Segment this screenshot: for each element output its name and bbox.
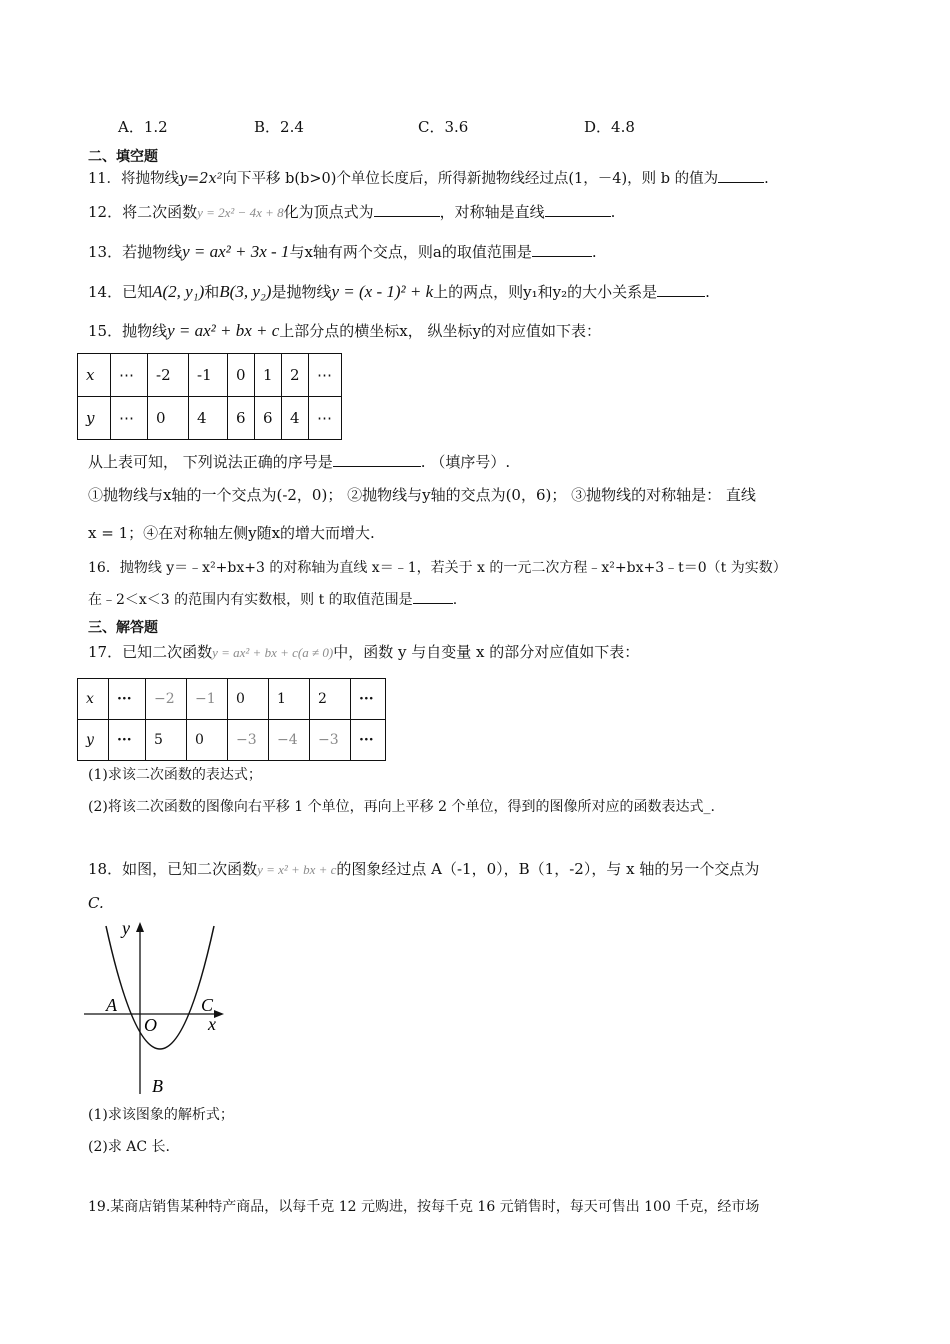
q17-prefix: 17．已知二次函数: [88, 643, 213, 661]
table-cell: -1: [189, 354, 228, 397]
q16-line2: 在﹣2＜x＜3 的范围内有实数根，则 t 的取值范围是: [88, 592, 413, 608]
q14-end: .: [705, 283, 710, 301]
y-axis-arrow: [136, 922, 144, 932]
q16-end: .: [452, 592, 458, 608]
table-cell: ⋯: [309, 354, 342, 397]
q14-point-b: B(3, y₂): [219, 282, 272, 301]
q17-part2: (2)将该二次函数的图像向右平移 1 个单位，再向上平移 2 个单位，得到的图像所对应的函数表达式_.: [88, 799, 715, 815]
parabola-curve: [106, 926, 214, 1049]
question-16-line2: [88, 587, 457, 611]
question-15: [88, 320, 601, 342]
table-cell: 0: [187, 720, 228, 761]
q15-answer-blank[interactable]: [333, 450, 421, 467]
q11-prefix: 11．将抛物线: [88, 171, 179, 187]
table-cell: 1: [269, 679, 310, 720]
q14-expr: y = (x - 1)² + k: [331, 282, 434, 301]
q15-prefix: 15．抛物线: [88, 322, 168, 340]
q16-answer-blank[interactable]: [413, 587, 453, 604]
table-row: [78, 679, 386, 720]
table-cell: ⋯: [111, 354, 148, 397]
q11-answer-blank[interactable]: [718, 166, 764, 183]
q15-follow-up: [88, 450, 510, 473]
q15-statements-line1: ①抛物线与x轴的一个交点为(-2，0)； ②抛物线与y轴的交点为(0，6)； ③抛物线的对称轴是： 直线: [88, 486, 756, 504]
q12-prefix: 12．将二次函数: [88, 203, 198, 221]
q14-point-a: A(2, y₁): [152, 282, 205, 301]
choice-b[interactable]: B．2.4: [254, 118, 304, 136]
q15-text: 上部分点的横坐标x， 纵坐标y的对应值如下表：: [279, 322, 602, 340]
q15-after-suffix: . （填序号）.: [420, 453, 511, 471]
table-cell: −3: [310, 720, 351, 761]
table-cell: −2: [146, 679, 187, 720]
origin-label: O: [144, 1015, 157, 1035]
question-13: [88, 240, 597, 263]
section-heading-fill: 二、填空题: [88, 149, 158, 165]
parabola-figure: [82, 918, 232, 1096]
question-11: [88, 166, 769, 190]
q15-statements-line2: x = 1；④在对称轴左侧y随x的增大而增大.: [88, 524, 375, 542]
q14-mid: 是抛物线: [271, 283, 332, 301]
table-cell: -2: [148, 354, 189, 397]
q12-axis-blank[interactable]: [545, 200, 611, 217]
q12-end: .: [610, 203, 616, 221]
table-cell: 0: [148, 397, 189, 440]
table-cell: 2: [282, 354, 309, 397]
table-cell: ⋯: [309, 397, 342, 440]
q18-part1: (1)求该图象的解析式；: [88, 1107, 234, 1123]
question-17: [88, 641, 639, 664]
q13-expr: y = ax² + 3x - 1: [182, 242, 290, 261]
q18-text: 的图象经过点 A（-1，0），B（1，-2），与 x 轴的另一个交点为: [336, 860, 760, 878]
q12-mid2: ，对称轴是直线: [439, 203, 545, 221]
question-18: [88, 858, 759, 881]
table-cell: 6: [228, 397, 255, 440]
q12-mid: 化为顶点式为: [283, 203, 374, 221]
q17-part1: (1)求该二次函数的表达式；: [88, 767, 262, 783]
table-cell: x: [78, 354, 111, 397]
choice-d[interactable]: D．4.8: [584, 118, 635, 136]
table-cell: −3: [228, 720, 269, 761]
q17-text: 中，函数 y 与自变量 x 的部分对应值如下表：: [333, 643, 640, 661]
table-cell: ⋯: [111, 397, 148, 440]
table-cell: −1: [187, 679, 228, 720]
x-axis-label: x: [208, 1014, 216, 1034]
q17-expr: y = ax² + bx + c(a ≠ 0): [212, 645, 334, 660]
q12-expr: y = 2x² − 4x + 8: [197, 205, 284, 220]
q14-answer-blank[interactable]: [657, 280, 705, 297]
question-12: [88, 200, 615, 224]
table-cell: 4: [189, 397, 228, 440]
table-cell: ···: [351, 720, 386, 761]
section-heading-solve: 三、解答题: [88, 620, 158, 636]
table-cell: −4: [269, 720, 310, 761]
q14-text: 上的两点，则y₁和y₂的大小关系是: [433, 283, 658, 301]
q18-prefix: 18．如图，已知二次函数: [88, 860, 258, 878]
q13-answer-blank[interactable]: [532, 240, 592, 257]
table-row: [78, 354, 342, 397]
table-row: [78, 397, 342, 440]
q14-and: 和: [204, 283, 220, 301]
table-cell: 6: [255, 397, 282, 440]
q16-line1: 16．抛物线 y＝﹣x²+bx+3 的对称轴为直线 x＝﹣1，若关于 x 的一元二次方程﹣x²+bx+3﹣t＝0（t 为实数）: [88, 560, 787, 576]
question-14: [88, 280, 710, 303]
table-cell: ···: [351, 679, 386, 720]
table-cell: x: [78, 679, 109, 720]
q18-line2: C.: [88, 894, 104, 912]
q15-expr: y = ax² + bx + c: [167, 321, 280, 340]
point-b-label: B: [152, 1076, 163, 1096]
point-a-label: A: [106, 995, 117, 1015]
q18-part2: (2)求 AC 长.: [88, 1139, 171, 1155]
q13-prefix: 13．若抛物线: [88, 243, 183, 261]
table-cell: y: [78, 397, 111, 440]
q13-end: .: [591, 243, 597, 261]
table-cell: 2: [310, 679, 351, 720]
table-row: [78, 720, 386, 761]
table-cell: 0: [228, 354, 255, 397]
table-cell: ···: [109, 720, 146, 761]
q11-expr: y=2x²: [178, 171, 223, 187]
q18-expr: y = x² + bx + c: [257, 862, 337, 877]
q17-table: [77, 678, 386, 761]
q11-end: .: [764, 171, 769, 187]
table-cell: 4: [282, 397, 309, 440]
choice-c[interactable]: C．3.6: [418, 118, 469, 136]
y-axis-label: y: [122, 918, 130, 938]
q13-text: 与x轴有两个交点，则a的取值范围是: [289, 243, 532, 261]
table-cell: 0: [228, 679, 269, 720]
q14-prefix: 14．已知: [88, 283, 153, 301]
point-c-label: C: [201, 995, 214, 1015]
q15-table: [77, 353, 342, 440]
q19-line1: 19.某商店销售某种特产商品，以每千克 12 元购进，按每千克 16 元销售时，每天可售出 100 千克，经市场: [88, 1199, 760, 1215]
choice-a[interactable]: A．1.2: [118, 118, 168, 136]
table-cell: y: [78, 720, 109, 761]
q15-after-prefix: 从上表可知， 下列说法正确的序号是: [88, 453, 333, 471]
table-cell: ···: [109, 679, 146, 720]
q11-text: 向下平移 b(b>0)个单位长度后，所得新抛物线经过点(1，－4)，则 b 的值为: [222, 171, 719, 187]
table-cell: 1: [255, 354, 282, 397]
q12-vertex-blank[interactable]: [374, 200, 440, 217]
table-cell: 5: [146, 720, 187, 761]
